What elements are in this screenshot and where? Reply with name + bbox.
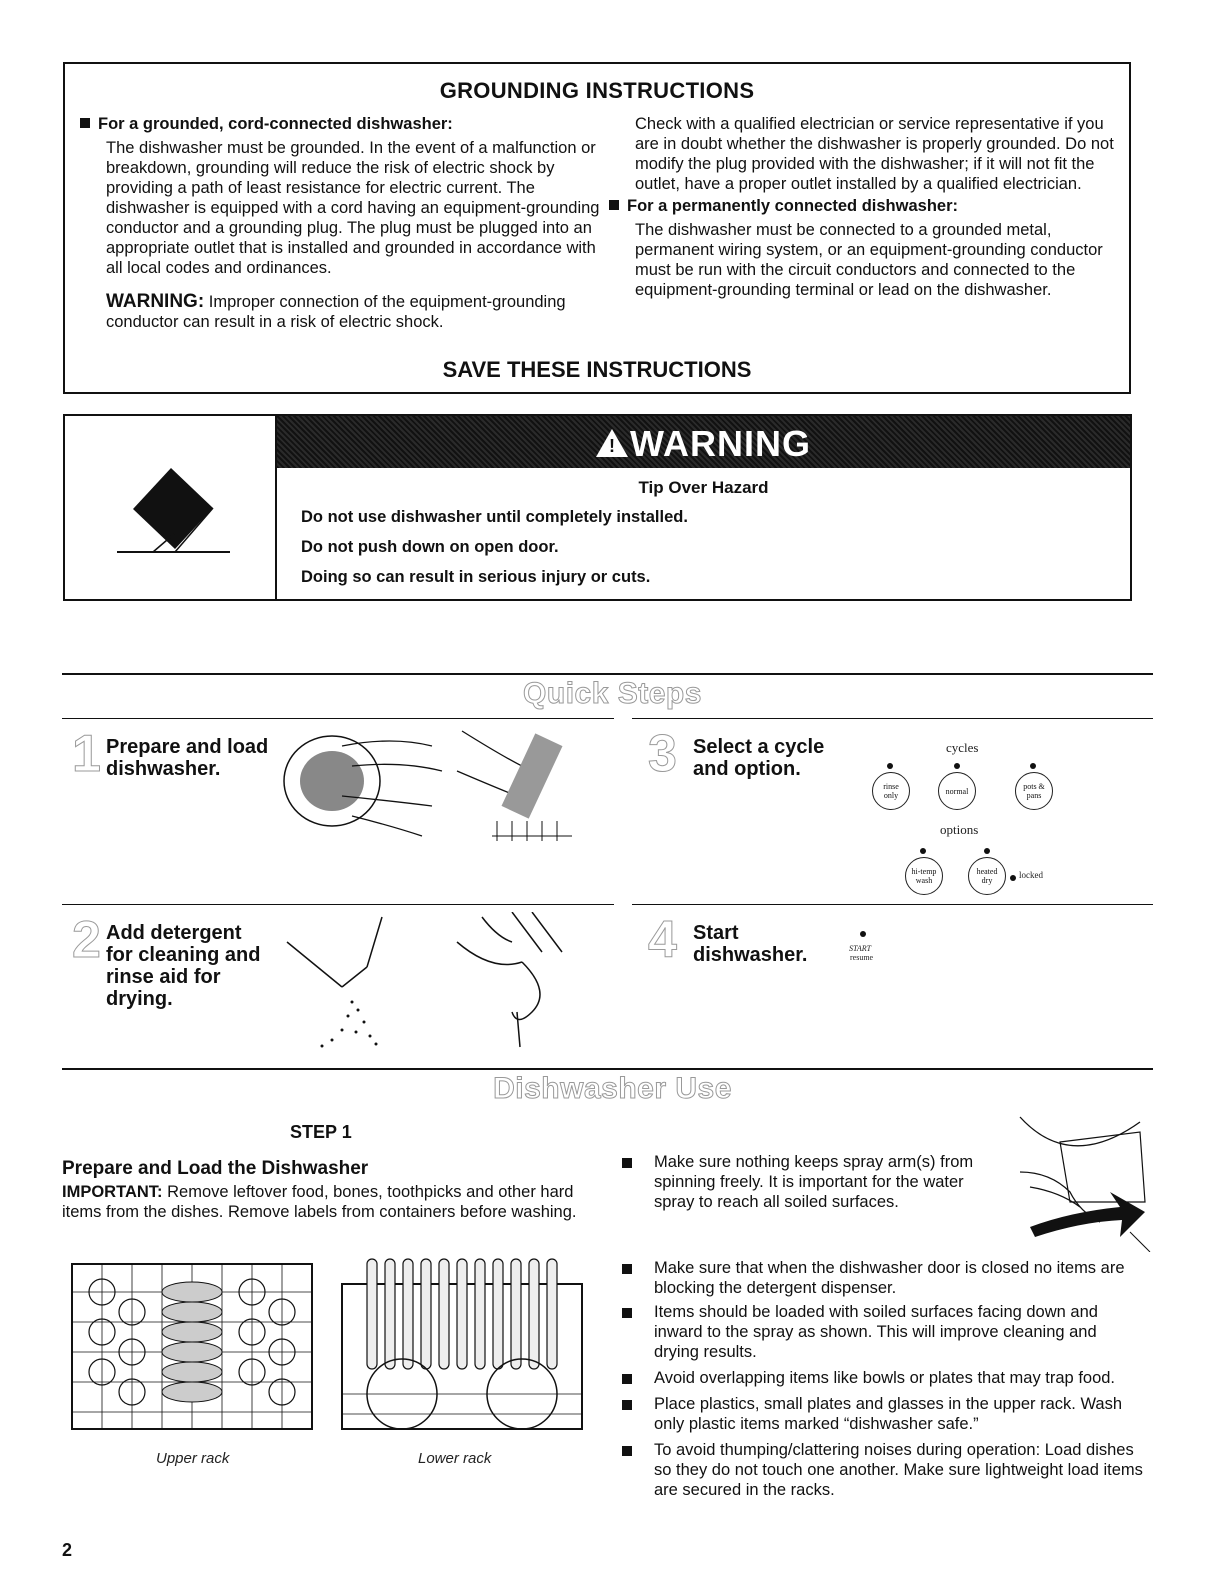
- save-instructions-title: SAVE THESE INSTRUCTIONS: [442, 357, 752, 382]
- quick-steps-rule-right: [632, 718, 1153, 719]
- lower-rack-illustration: [327, 1244, 597, 1444]
- indicator-dot: [920, 848, 926, 854]
- bullet-square-icon: [622, 1400, 632, 1410]
- spray-arm-illustration: [1010, 1112, 1153, 1252]
- step-4-text: Start dishwasher.: [693, 922, 808, 966]
- quick-steps-rule-left: [62, 718, 614, 719]
- indicator-dot: [954, 763, 960, 769]
- grounding-title: GROUNDING INSTRUCTIONS: [439, 78, 755, 103]
- rinse-only-button[interactable]: rinse only: [872, 772, 910, 810]
- page-number: 2: [62, 1540, 73, 1560]
- upper-rack-illustration: [62, 1252, 324, 1442]
- warning-line-1: Do not use dishwasher until completely installed.: [301, 508, 688, 526]
- normal-button[interactable]: normal: [938, 772, 976, 810]
- resume-label: resume: [850, 953, 874, 962]
- bullet-square-icon: [622, 1264, 632, 1274]
- indicator-dot: [1030, 763, 1036, 769]
- step-number-2: 2: [72, 911, 101, 969]
- quick-steps-mid-rule-right: [632, 904, 1153, 905]
- quick-steps-rule: [62, 673, 1153, 675]
- bullet-square-icon: [622, 1374, 632, 1384]
- step-number-3: 3: [648, 725, 677, 783]
- tip-over-hazard-title: Tip Over Hazard: [638, 478, 769, 497]
- warning-text: Improper connection of the equipment-grounding conductor can result in a risk of electric shock.: [106, 293, 566, 331]
- upper-rack-caption: Upper rack: [156, 1450, 230, 1467]
- bullet-square-icon: [622, 1158, 632, 1168]
- step-number-4: 4: [648, 911, 677, 969]
- permanent-connected-body: The dishwasher must be connected to a grounded metal, permanent wiring system, or an equipment-grounding conductor must be run with the circuit conductors and connected to the equipment-grounding terminal or lead on the dishwasher.: [635, 221, 1103, 299]
- warning-word: WARNING:: [106, 291, 205, 312]
- tip-over-pictogram: [65, 416, 277, 599]
- detergent-pouring-illustration: [282, 912, 582, 1052]
- grounding-right-column: [627, 114, 1115, 300]
- grounding-instructions-box: [63, 62, 1131, 394]
- grounding-warning: [106, 292, 600, 332]
- tip-over-warning-box: [63, 414, 1132, 601]
- warning-line-3: Doing so can result in serious injury or cuts.: [301, 568, 651, 586]
- tip-over-door-icon: [65, 416, 277, 599]
- warning-line-2: Do not push down on open door.: [301, 538, 559, 556]
- cord-connected-body: The dishwasher must be grounded. In the event of a malfunction or breakdown, grounding will reduce the risk of electric shock by providing a path of least resistance for electric current. The dishwasher is equipped with a cord having an equipment-grounding conductor and a grounding plug. The plug must be plugged into an appropriate outlet that is installed and grounded in accordance with all local codes and ordinances.: [106, 139, 600, 277]
- dishwasher-use-title: Dishwasher Use: [493, 1072, 732, 1105]
- check-electrician-text: Check with a qualified electrician or service representative if you are in doubt whether the dishwasher is properly grounded. Do not modify the plug provided with the dishwasher; if it will not fit the outlet, have a proper outlet installed by a qualified electrician.: [635, 115, 1114, 193]
- heated-dry-button[interactable]: heated dry: [968, 857, 1006, 895]
- cycles-label: cycles: [946, 740, 979, 755]
- prepare-load-title: Prepare and Load the Dishwasher: [62, 1158, 369, 1179]
- warning-header: ! WARNING: [277, 423, 1130, 465]
- bullet-square-icon: [609, 200, 619, 210]
- start-button[interactable]: START: [849, 944, 872, 953]
- start-indicator-dot: [860, 931, 866, 937]
- locked-label: locked: [1019, 870, 1043, 880]
- lower-rack-caption: Lower rack: [418, 1450, 492, 1467]
- cord-connected-heading: For a grounded, cord-connected dishwasher:: [80, 114, 600, 134]
- indicator-dot: [984, 848, 990, 854]
- pots-pans-button[interactable]: pots & pans: [1015, 772, 1053, 810]
- indicator-dot: [887, 763, 893, 769]
- quick-steps-title: Quick Steps: [523, 677, 702, 710]
- control-panel-illustration: [870, 738, 1060, 908]
- step-1-label: STEP 1: [290, 1122, 352, 1142]
- dishwasher-use-rule: [62, 1068, 1153, 1070]
- quick-steps-mid-rule-left: [62, 904, 614, 905]
- permanent-connected-heading: For a permanently connected dishwasher:: [609, 196, 1115, 216]
- bullet-square-icon: [622, 1308, 632, 1318]
- bullet-square-icon: [622, 1446, 632, 1456]
- bullet-square-icon: [80, 118, 90, 128]
- step-number-1: 1: [72, 725, 101, 783]
- rinse-dishes-illustration: [282, 726, 582, 846]
- warning-triangle-icon: !: [596, 429, 628, 457]
- hi-temp-wash-button[interactable]: hi-temp wash: [905, 857, 943, 895]
- options-label: options: [940, 822, 979, 837]
- step-2-text: Add detergent for cleaning and rinse aid for drying.: [106, 922, 261, 1010]
- step-3-text: Select a cycle and option.: [693, 736, 825, 780]
- step-1-text: Prepare and load dishwasher.: [106, 736, 269, 780]
- locked-indicator-dot: [1010, 875, 1016, 881]
- warning-header-banner: [277, 416, 1130, 468]
- grounding-left-column: [80, 114, 600, 332]
- important-note: IMPORTANT: Remove leftover food, bones, toothpicks and other hard items from the dishes. Remove labels from containers before washing.: [62, 1183, 577, 1221]
